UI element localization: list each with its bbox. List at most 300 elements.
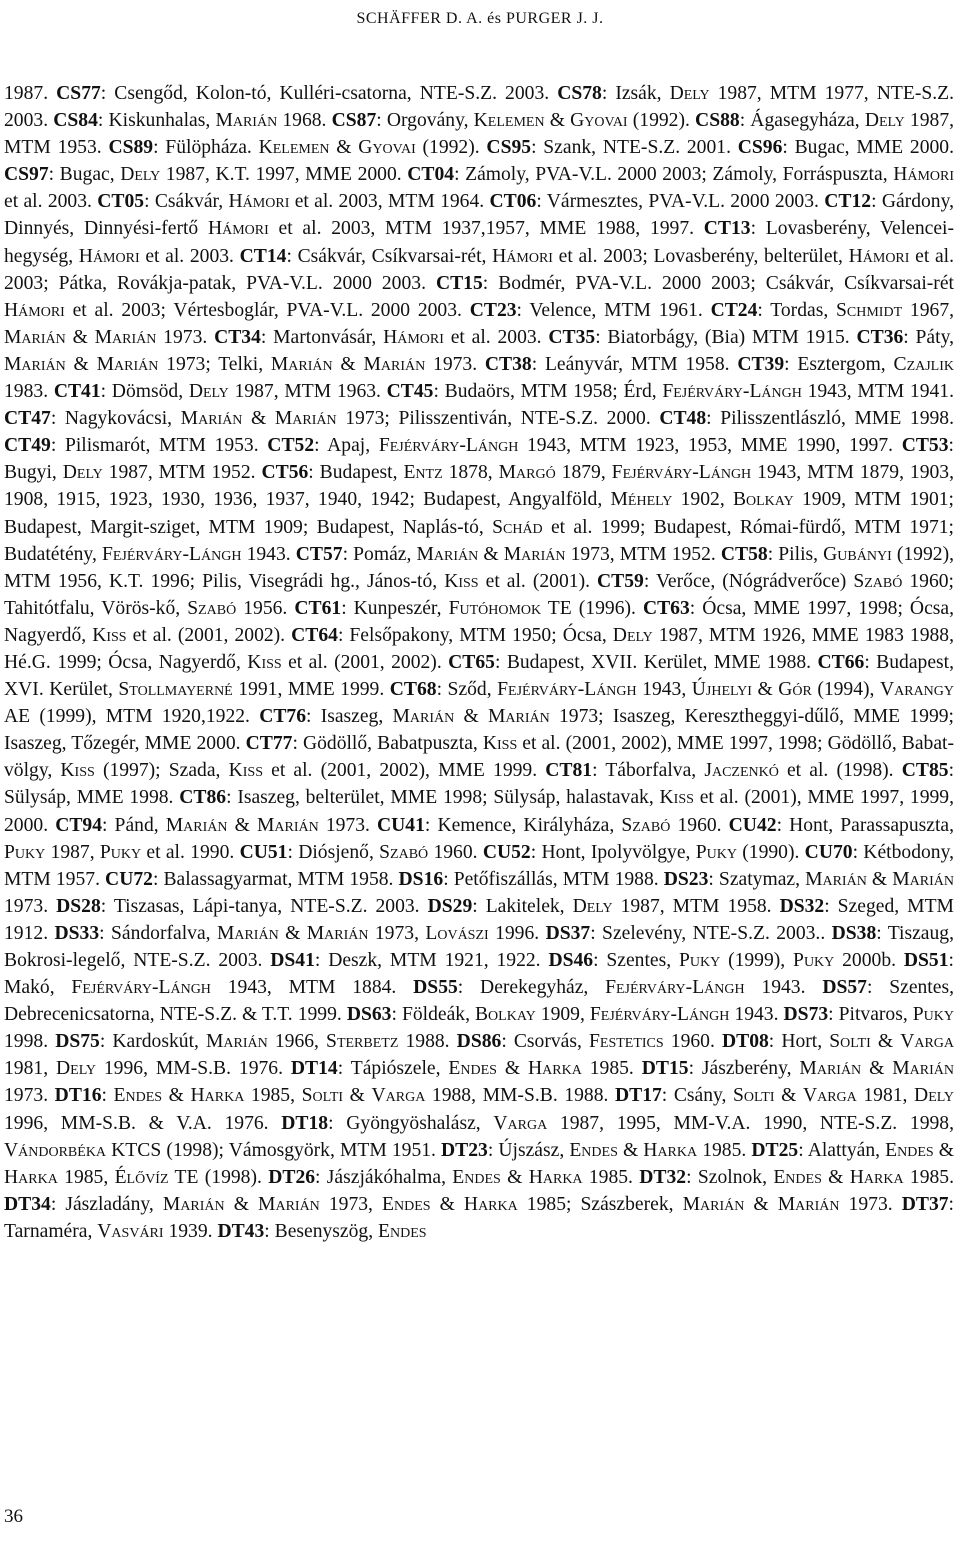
author-name: Marián bbox=[892, 868, 954, 890]
text-run: : Verőce, (Nógrádverőce) bbox=[643, 570, 854, 592]
author-name: Varangy bbox=[879, 679, 955, 701]
grid-code: CS77 bbox=[56, 83, 101, 104]
grid-code: CT76 bbox=[259, 706, 307, 728]
author-name: Fejérváry-Lángh bbox=[497, 679, 637, 701]
author-name: Gyovai bbox=[570, 110, 628, 132]
text-run: : Tarnaméra, bbox=[4, 1193, 954, 1242]
text-run: : Velence, MTM 1961. bbox=[516, 299, 711, 321]
text-run: & bbox=[278, 922, 307, 944]
grid-code: DS75 bbox=[55, 1031, 100, 1053]
text-run: 1987, 1995, MM-V.A. 1990, NTE-S.Z. 1998, bbox=[547, 1112, 954, 1134]
text-run: 1909, MTM 1901; Budapest, Margit-sziget, MTM 1909; Budapest, Naplás-tó, bbox=[4, 489, 954, 538]
text-run: & bbox=[500, 1166, 529, 1188]
text-run: : Szatymaz, bbox=[708, 868, 806, 890]
author-name: Bolkay bbox=[732, 489, 794, 511]
author-name: Szabó bbox=[621, 814, 671, 836]
text-run: et al. (2001, 2002), MME 1999. bbox=[262, 760, 546, 782]
text-run: (1997); Szada, bbox=[94, 760, 229, 782]
author-name: Kiss bbox=[228, 760, 263, 782]
text-run: : Pánd, bbox=[102, 814, 166, 836]
text-run: : Izsák, bbox=[601, 83, 670, 104]
author-name: Czajlik bbox=[893, 353, 955, 375]
text-run: & bbox=[544, 110, 571, 132]
text-run: AE (1999), MTM 1920,1922. bbox=[4, 706, 260, 728]
grid-code: CT52 bbox=[267, 435, 315, 457]
author-name: Endes bbox=[569, 1139, 618, 1161]
grid-code: DT25 bbox=[751, 1139, 799, 1161]
text-run: : Hort, bbox=[768, 1031, 830, 1053]
text-run: : Jászberény, bbox=[688, 1058, 800, 1080]
text-run: & bbox=[224, 1193, 259, 1215]
text-run: 1943, bbox=[636, 679, 692, 701]
text-run: : Csákvár, Csíkvarsai-rét, bbox=[286, 245, 493, 267]
grid-code: CT24 bbox=[710, 299, 758, 321]
author-name: Marián bbox=[180, 408, 243, 430]
author-name: Varga bbox=[371, 1085, 426, 1107]
author-name: Marián bbox=[4, 326, 66, 348]
text-run: : Tiszaug, Bokrosi-legelő, NTE-S.Z. 2003. bbox=[4, 922, 954, 971]
author-name: Marián bbox=[503, 543, 566, 565]
author-name: Gubányi bbox=[823, 543, 892, 565]
grid-code: CT13 bbox=[703, 218, 751, 240]
text-run: 2000b. bbox=[834, 950, 904, 971]
text-run: : Hont, Parassapuszta, bbox=[776, 814, 955, 836]
text-run: 1956. bbox=[236, 597, 295, 619]
text-run: 1988. bbox=[398, 1031, 457, 1053]
text-run: 1981, bbox=[4, 1058, 56, 1080]
author-name: Dely bbox=[120, 164, 161, 186]
grid-code: CT65 bbox=[448, 651, 495, 673]
text-run: & bbox=[774, 1085, 803, 1107]
text-run: : Tordas, bbox=[757, 299, 837, 321]
author-name: Dely bbox=[572, 895, 613, 917]
text-run: : Budapest, XVI. Kerület, bbox=[4, 651, 955, 701]
author-name: Dely bbox=[864, 110, 905, 132]
grid-code: CU72 bbox=[105, 868, 153, 890]
author-name: Hámori bbox=[4, 299, 65, 321]
text-run: 1967, bbox=[902, 299, 955, 321]
text-run: : Dömsöd, bbox=[100, 381, 189, 403]
text-run: : Bodmér, PVA-V.L. 2000 2003; Csákvár, Csíkvarsai-rét bbox=[482, 272, 954, 294]
author-name: Gór bbox=[778, 679, 812, 701]
grid-code: DS63 bbox=[346, 1004, 392, 1026]
grid-code: DT18 bbox=[281, 1112, 329, 1134]
text-run: & bbox=[821, 1166, 850, 1188]
grid-code: CS95 bbox=[486, 137, 532, 159]
author-name: Hámori bbox=[207, 218, 269, 240]
text-run: : Besenyszög, bbox=[264, 1220, 379, 1242]
author-name: Marián bbox=[363, 353, 426, 375]
text-run: : Petőfiszállás, MTM 1988. bbox=[443, 868, 664, 890]
text-run: : Gyöngyöshalász, bbox=[328, 1112, 494, 1134]
author-name: Endes bbox=[448, 1058, 497, 1080]
text-run: : bbox=[101, 1085, 114, 1107]
author-name: Varga bbox=[900, 1031, 955, 1053]
text-run: (1992), MTM 1956, K.T. 1996; Pilis, Visegrádi hg., János-tó, bbox=[4, 543, 954, 592]
text-run: 1973. bbox=[839, 1193, 902, 1215]
author-name: Marián bbox=[682, 1193, 745, 1215]
author-name: Puky bbox=[912, 1004, 955, 1026]
text-run: : Szentes, Debrecenicsatorna, NTE-S.Z. & T.T. 1999. bbox=[4, 977, 954, 1026]
author-name: Festetics bbox=[589, 1031, 664, 1053]
text-run: et al. 2003. bbox=[4, 191, 98, 213]
author-name: Marián bbox=[392, 706, 455, 728]
text-run: 1987, MTM 1958. bbox=[612, 895, 780, 917]
text-run: 1987, K.T. 1997, MME 2000. bbox=[160, 164, 408, 186]
text-run: 1973; Pilisszentiván, NTE-S.Z. 2000. bbox=[336, 408, 660, 430]
grid-code: DS51 bbox=[903, 950, 949, 971]
text-run: 1973. bbox=[156, 326, 215, 348]
text-run: 1985. bbox=[581, 1058, 642, 1080]
text-run: & bbox=[343, 1085, 372, 1107]
author-name: Marián bbox=[487, 706, 550, 728]
author-name: Fejérváry-Lángh bbox=[589, 1004, 730, 1026]
text-run: : Szolnok, bbox=[686, 1166, 774, 1188]
author-name: Dely bbox=[669, 83, 710, 104]
text-run: 1973. bbox=[4, 1085, 55, 1107]
author-name: Szabó bbox=[187, 597, 237, 619]
text-run: & bbox=[65, 353, 97, 375]
author-name: Bolkay bbox=[474, 1004, 536, 1026]
author-name: Kiss bbox=[60, 760, 95, 782]
text-run: : Kunpeszér, bbox=[341, 597, 449, 619]
author-name: Marián bbox=[4, 353, 66, 375]
grid-code: CU52 bbox=[482, 841, 531, 863]
author-name: Hámori bbox=[228, 191, 290, 213]
text-run: 1879, bbox=[555, 462, 612, 484]
text-run: 1968. bbox=[277, 110, 332, 132]
grid-code: CT63 bbox=[642, 597, 690, 619]
text-run: : Lakitelek, bbox=[472, 895, 573, 917]
text-run: 1943. bbox=[241, 543, 296, 565]
text-run: : Bugac, bbox=[48, 164, 121, 186]
author-name: Hámori bbox=[893, 164, 955, 186]
text-run: TE (1998). bbox=[168, 1166, 269, 1188]
author-name: Fejérváry-Lángh bbox=[605, 977, 745, 999]
grid-code: DT34 bbox=[4, 1193, 51, 1215]
grid-code: CT12 bbox=[824, 191, 872, 213]
text-run: : Jászladány, bbox=[50, 1193, 163, 1215]
text-run: : Újszász, bbox=[487, 1139, 570, 1161]
author-name: Endes bbox=[113, 1085, 163, 1107]
text-run: : Sülysáp, MME 1998. bbox=[4, 760, 955, 809]
author-name: Marián bbox=[416, 543, 479, 565]
text-run: : Pilismarót, MTM 1953. bbox=[50, 435, 268, 457]
text-run: : Martonvásár, bbox=[260, 326, 384, 348]
grid-code: CT77 bbox=[245, 733, 293, 755]
text-run: : Pilis, bbox=[767, 543, 824, 565]
grid-code: DT43 bbox=[217, 1220, 265, 1242]
author-name: Endes bbox=[885, 1139, 934, 1161]
author-name: Hámori bbox=[848, 245, 910, 267]
text-run: et al. (1998). bbox=[778, 760, 902, 782]
text-run: 1985. bbox=[582, 1166, 640, 1188]
text-run: et al. 2003. bbox=[443, 326, 549, 348]
text-run: : Bugac, MME 2000. bbox=[782, 137, 954, 159]
author-name: Marián bbox=[306, 922, 369, 944]
author-name: Fejérváry-Lángh bbox=[101, 543, 242, 565]
text-run: et al. (2001, 2002). bbox=[126, 624, 292, 646]
author-name: Kiss bbox=[659, 787, 694, 809]
text-run: & bbox=[227, 814, 257, 836]
author-name: Marián bbox=[96, 353, 159, 375]
text-run: : Szelevény, NTE-S.Z. 2003.. bbox=[590, 922, 832, 944]
text-run: : Derekegyház, bbox=[457, 977, 606, 999]
text-run: 1960. bbox=[428, 841, 483, 863]
author-name: Marián bbox=[256, 814, 319, 836]
grid-code: CT49 bbox=[4, 435, 51, 457]
grid-code: DS73 bbox=[783, 1004, 829, 1026]
text-run: & bbox=[744, 1193, 778, 1215]
text-run: et al. 2003. bbox=[139, 245, 240, 267]
text-run: 1909, bbox=[535, 1004, 590, 1026]
grid-code: CT56 bbox=[261, 462, 309, 484]
text-run: 1973, MTM 1952. bbox=[565, 543, 721, 565]
text-run: & bbox=[332, 353, 364, 375]
grid-code: DT08 bbox=[721, 1031, 769, 1053]
text-run: & bbox=[430, 1193, 464, 1215]
author-name: Marián bbox=[162, 1193, 225, 1215]
author-name: Fejérváry-Lángh bbox=[378, 435, 519, 457]
text-run: : Kemence, Királyháza, bbox=[424, 814, 622, 836]
grid-code: CT04 bbox=[407, 164, 455, 186]
grid-code: CT15 bbox=[435, 272, 483, 294]
grid-code: CS97 bbox=[4, 164, 49, 186]
grid-code: DT14 bbox=[290, 1058, 338, 1080]
grid-code: CT68 bbox=[389, 679, 437, 701]
grid-code: CS78 bbox=[557, 83, 602, 104]
author-name: Endes bbox=[382, 1193, 431, 1215]
text-run: : Ócsa, MME 1997, 1998; Ócsa, Nagyerdő, bbox=[4, 597, 954, 646]
author-name: Stollmayerné bbox=[118, 679, 233, 701]
text-run: : Biatorbágy, (Bia) MTM 1915. bbox=[595, 326, 857, 348]
grid-code: DS55 bbox=[413, 977, 458, 999]
author-name: Kiss bbox=[444, 570, 479, 592]
text-run: 1987, MTM 1926, MME 1983 1988, Hé.G. 1999; Ócsa, Nagyerdő, bbox=[4, 624, 954, 673]
author-name: Jaczenkó bbox=[704, 760, 779, 782]
text-run: : Páty, bbox=[903, 326, 954, 348]
text-run: & bbox=[861, 1058, 893, 1080]
author-name: Gyovai bbox=[358, 137, 416, 159]
text-run: & bbox=[242, 408, 275, 430]
text-run: : Csengőd, Kolon-tó, Kulléri-csatorna, NTE-S.Z. 2003. bbox=[100, 83, 558, 104]
grid-code: DT32 bbox=[639, 1166, 687, 1188]
text-run: 1983. bbox=[4, 381, 54, 403]
text-run: : Kiskunhalas, bbox=[97, 110, 216, 132]
grid-code: CS87 bbox=[331, 110, 377, 132]
author-name: Hámori bbox=[78, 245, 140, 267]
author-name: Schmidt bbox=[836, 299, 903, 321]
text-run: : Esztergom, bbox=[784, 353, 894, 375]
grid-code: CT38 bbox=[484, 353, 532, 375]
text-run: 1988, MM-S.B. 1988. bbox=[425, 1085, 615, 1107]
text-run: : Balassagyarmat, MTM 1958. bbox=[152, 868, 399, 890]
text-run: : Alattyán, bbox=[798, 1139, 886, 1161]
grid-code: DS32 bbox=[779, 895, 825, 917]
author-name: Solti bbox=[829, 1031, 871, 1053]
author-name: Solti bbox=[301, 1085, 344, 1107]
grid-code: DS86 bbox=[456, 1031, 502, 1053]
text-run: : Isaszeg, belterület, MME 1998; Sülysáp, halastavak, bbox=[226, 787, 660, 809]
author-name: Varga bbox=[493, 1112, 548, 1134]
grid-code: DT23 bbox=[441, 1139, 488, 1161]
text-run: : Deszk, MTM 1921, 1922. bbox=[314, 950, 549, 971]
grid-code: CT14 bbox=[239, 245, 287, 267]
text-run: & bbox=[617, 1139, 644, 1161]
author-name: Dely bbox=[612, 624, 653, 646]
author-name: Hámori bbox=[492, 245, 553, 267]
text-run: : Csány, bbox=[661, 1085, 734, 1107]
text-run: et al. 1999; Budapest, Római-fürdő, MTM 1971; Budatétény, bbox=[4, 516, 954, 565]
grid-code: CT36 bbox=[856, 326, 904, 348]
text-run: 1960. bbox=[670, 814, 729, 836]
author-name: Endes bbox=[773, 1166, 822, 1188]
text-run: (1990). bbox=[736, 841, 805, 863]
text-run: 1943, MTM 1879, 1903, 1908, 1915, 1923, 1930, 1936, 1937, 1940, 1942; Budapest, Angyalföld, bbox=[4, 462, 954, 511]
grid-code: CT81 bbox=[545, 760, 593, 782]
text-run: 1996, MM-S.B. 1976. bbox=[95, 1058, 291, 1080]
text-run: 1973; Telki, bbox=[158, 353, 271, 375]
author-name: Marián bbox=[270, 353, 333, 375]
author-name: Kelemen bbox=[258, 137, 330, 159]
author-name: Méhely bbox=[610, 489, 673, 511]
text-run: 1996, MM-S.B. & V.A. 1976. bbox=[4, 1112, 282, 1134]
author-name: Lovászi bbox=[425, 922, 489, 944]
author-name: Endes bbox=[378, 1220, 427, 1242]
author-name: Harka bbox=[528, 1166, 583, 1188]
grid-code: CT53 bbox=[901, 435, 949, 457]
text-run: : Budapest, XVII. Kerület, MME 1988. bbox=[494, 651, 818, 673]
author-name: Fejérváry-Lángh bbox=[611, 462, 752, 484]
grid-code: CS96 bbox=[737, 137, 783, 159]
grid-code: CT34 bbox=[214, 326, 261, 348]
text-run: : Csákvár, bbox=[144, 191, 229, 213]
text-run: 1987, MTM 1977, NTE-S.Z. 2003. bbox=[4, 83, 955, 132]
grid-code: CT47 bbox=[4, 408, 51, 430]
grid-code: CU70 bbox=[804, 841, 853, 863]
author-name: Puky bbox=[99, 841, 142, 863]
text-run: : Makó, bbox=[4, 950, 954, 999]
grid-code: CS89 bbox=[108, 137, 154, 159]
text-run: 1987. bbox=[4, 83, 57, 104]
author-name: Dely bbox=[914, 1085, 955, 1107]
text-run: : Gödöllő, Babatpuszta, bbox=[292, 733, 483, 755]
text-run: & bbox=[866, 868, 893, 890]
author-name: Szabó bbox=[379, 841, 429, 863]
text-run: 1985; Szászberek, bbox=[517, 1193, 683, 1215]
page-number: 36 bbox=[4, 1506, 23, 1527]
grid-code: DS23 bbox=[663, 868, 709, 890]
text-run: & bbox=[933, 1139, 955, 1161]
grid-code: CS84 bbox=[53, 110, 98, 132]
text-run: & bbox=[870, 1031, 901, 1053]
text-run: 1960; Tahitótfalu, Vörös-kő, bbox=[4, 570, 955, 619]
author-name: Marián bbox=[165, 814, 228, 836]
text-run: 1973. bbox=[318, 814, 377, 836]
author-name: Marián bbox=[215, 110, 278, 132]
grid-code: CT86 bbox=[179, 787, 227, 809]
text-run: KTCS (1998); Vámosgyörk, MTM 1951. bbox=[106, 1139, 442, 1161]
running-header bbox=[0, 10, 960, 28]
text-run: : Ágasegyháza, bbox=[739, 110, 865, 132]
author-name: Kiss bbox=[482, 733, 518, 755]
text-run: : Sándorfalva, bbox=[99, 922, 217, 944]
text-run: 1973. bbox=[4, 895, 57, 917]
grid-code: CU51 bbox=[239, 841, 288, 863]
grid-code: DS16 bbox=[398, 868, 444, 890]
author-name: Marián bbox=[216, 922, 279, 944]
text-run: 1943, MTM 1941. bbox=[801, 381, 954, 403]
author-name: Vasvári bbox=[97, 1220, 164, 1242]
text-run: (1994), bbox=[811, 679, 880, 701]
text-run: et al. (2001, 2002). bbox=[281, 651, 449, 673]
text-run: & bbox=[496, 1058, 528, 1080]
author-name: Futóhomok bbox=[448, 597, 542, 619]
text-run: et al. 2003; Vértesboglár, PVA-V.L. 2000 2003. bbox=[64, 299, 470, 321]
text-run: : Sződ, bbox=[436, 679, 498, 701]
text-run: 1943. bbox=[729, 1004, 784, 1026]
text-run: 1998. bbox=[4, 1031, 56, 1053]
text-run: : Jászjákóhalma, bbox=[315, 1166, 453, 1188]
grid-code: DS38 bbox=[831, 922, 877, 944]
text-run: : Isaszeg, bbox=[306, 706, 393, 728]
text-run: 1987, MTM 1952. bbox=[102, 462, 262, 484]
text-run: : Diósjenő, bbox=[287, 841, 380, 863]
grid-code: CT23 bbox=[469, 299, 517, 321]
text-run: 1966, bbox=[267, 1031, 327, 1053]
author-name: Schád bbox=[492, 516, 543, 538]
author-name: Marián bbox=[206, 1031, 268, 1053]
grid-code: CT59 bbox=[597, 570, 644, 592]
author-name: Harka bbox=[849, 1166, 904, 1188]
text-run: 1985, bbox=[57, 1166, 115, 1188]
grid-code: CS88 bbox=[695, 110, 740, 132]
grid-code: CT06 bbox=[489, 191, 537, 213]
author-name: Harka bbox=[528, 1058, 582, 1080]
text-run: (1992). bbox=[415, 137, 487, 159]
author-name: Marián bbox=[258, 1193, 320, 1215]
text-run: : Pilisszentlászló, MME 1998. bbox=[706, 408, 954, 430]
text-run: & bbox=[454, 706, 488, 728]
author-name: Kiss bbox=[247, 651, 282, 673]
text-run: et al. (2001), MME 1997, 1999, 2000. bbox=[4, 787, 954, 836]
text-run: 1878, bbox=[442, 462, 499, 484]
text-run: & bbox=[162, 1085, 191, 1107]
grid-code: CT48 bbox=[659, 408, 707, 430]
text-run: : Szentes, bbox=[593, 950, 679, 971]
text-run: : Földeák, bbox=[391, 1004, 475, 1026]
grid-code: CT58 bbox=[720, 543, 768, 565]
author-name: Marián bbox=[799, 1058, 862, 1080]
grid-code: DS41 bbox=[270, 950, 315, 971]
grid-code: DT15 bbox=[641, 1058, 689, 1080]
grid-code: DT37 bbox=[901, 1193, 949, 1215]
text-run: (1992). bbox=[627, 110, 696, 132]
text-run: et al. 2003; Lovasberény, belterület, bbox=[552, 245, 849, 267]
text-run: : Tápiószele, bbox=[337, 1058, 449, 1080]
author-name: Harka bbox=[463, 1193, 518, 1215]
text-run: : Budaörs, MTM 1958; Érd, bbox=[433, 381, 663, 403]
author-name: Harka bbox=[643, 1139, 698, 1161]
text-run: 1985, bbox=[244, 1085, 302, 1107]
text-run: 1973. bbox=[425, 353, 485, 375]
text-run: : Bugyi, bbox=[4, 435, 954, 484]
author-name: Entz bbox=[403, 462, 443, 484]
grid-code: CT61 bbox=[294, 597, 342, 619]
text-run: & bbox=[329, 137, 359, 159]
grid-code: DS57 bbox=[822, 977, 867, 999]
text-run: : Lovasberény, Velencei-hegység, bbox=[4, 218, 954, 267]
